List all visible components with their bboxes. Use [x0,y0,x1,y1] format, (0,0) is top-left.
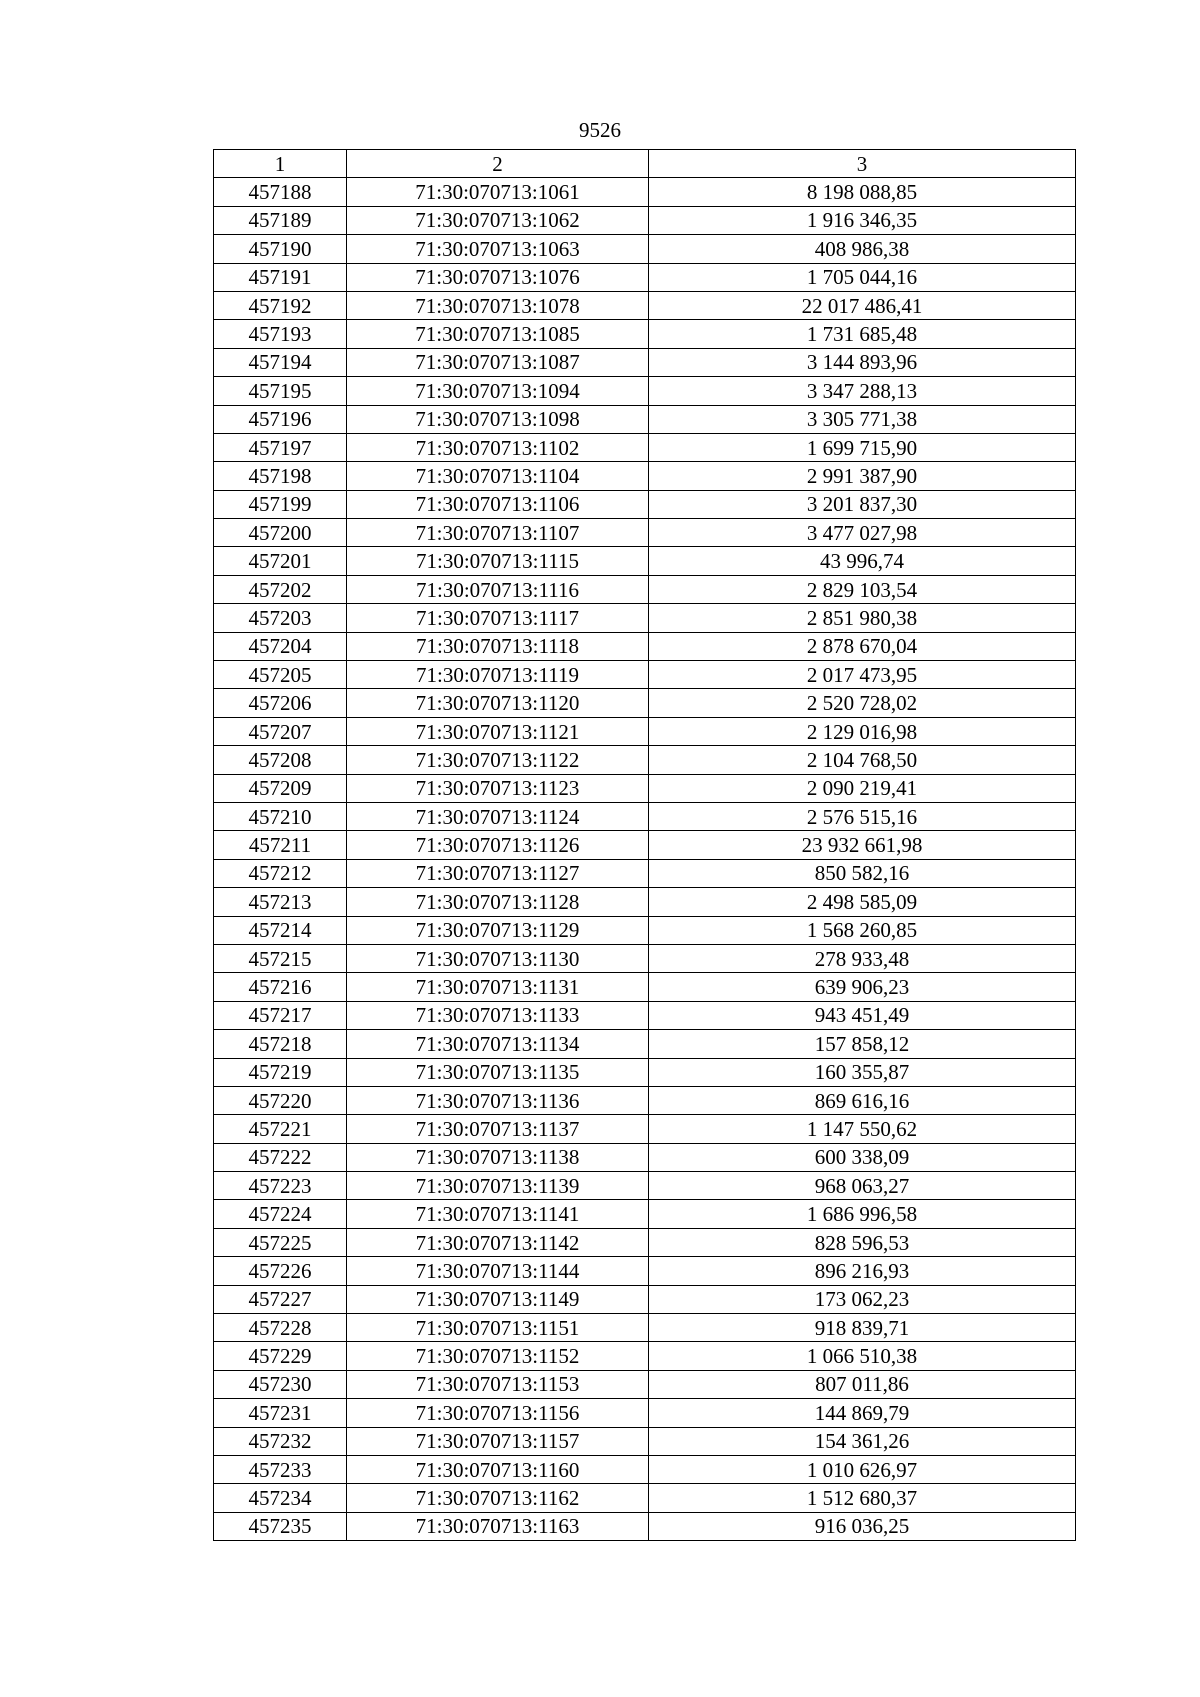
cell-cadastral-number: 71:30:070713:1116 [347,575,649,603]
cell-value: 144 869,79 [649,1399,1076,1427]
cell-cadastral-number: 71:30:070713:1129 [347,916,649,944]
table-row [214,1001,1076,1029]
cell-value: 2 829 103,54 [649,575,1076,603]
cell-value: 22 017 486,41 [649,291,1076,319]
column-header-2: 2 [347,150,649,178]
cell-cadastral-number: 71:30:070713:1135 [347,1058,649,1086]
cell-row-number: 457196 [214,405,347,433]
cell-cadastral-number: 71:30:070713:1061 [347,178,649,206]
table-row [214,632,1076,660]
cell-row-number: 457210 [214,802,347,830]
cell-cadastral-number: 71:30:070713:1137 [347,1115,649,1143]
cell-value: 3 347 288,13 [649,377,1076,405]
cell-row-number: 457204 [214,632,347,660]
table-row [214,1342,1076,1370]
table-header [214,150,1076,178]
cell-cadastral-number: 71:30:070713:1142 [347,1228,649,1256]
column-header-3: 3 [649,150,1076,178]
table-row [214,405,1076,433]
cell-value: 3 201 837,30 [649,490,1076,518]
cell-cadastral-number: 71:30:070713:1087 [347,348,649,376]
cell-row-number: 457188 [214,178,347,206]
cell-row-number: 457211 [214,831,347,859]
cell-row-number: 457220 [214,1086,347,1114]
cell-row-number: 457206 [214,689,347,717]
cell-cadastral-number: 71:30:070713:1160 [347,1455,649,1483]
table-row [214,1314,1076,1342]
cell-cadastral-number: 71:30:070713:1157 [347,1427,649,1455]
cell-value: 916 036,25 [649,1512,1076,1540]
cell-cadastral-number: 71:30:070713:1085 [347,320,649,348]
cell-value: 1 916 346,35 [649,206,1076,234]
cell-row-number: 457234 [214,1484,347,1512]
cell-cadastral-number: 71:30:070713:1162 [347,1484,649,1512]
table-row [214,462,1076,490]
cell-cadastral-number: 71:30:070713:1149 [347,1285,649,1313]
header-row [214,150,1076,178]
table-row [214,859,1076,887]
cell-value: 968 063,27 [649,1172,1076,1200]
table-row [214,1427,1076,1455]
cell-value: 2 520 728,02 [649,689,1076,717]
column-header-1: 1 [214,150,347,178]
cell-row-number: 457202 [214,575,347,603]
cell-row-number: 457228 [214,1314,347,1342]
data-table [213,149,1076,1541]
cell-row-number: 457189 [214,206,347,234]
table-body [214,178,1076,1541]
cell-cadastral-number: 71:30:070713:1134 [347,1030,649,1058]
cell-cadastral-number: 71:30:070713:1098 [347,405,649,433]
cell-row-number: 457227 [214,1285,347,1313]
cell-value: 8 198 088,85 [649,178,1076,206]
table-row [214,1030,1076,1058]
cell-cadastral-number: 71:30:070713:1119 [347,661,649,689]
table-row [214,916,1076,944]
table-row [214,1086,1076,1114]
cell-row-number: 457225 [214,1228,347,1256]
cell-row-number: 457230 [214,1370,347,1398]
cell-row-number: 457213 [214,888,347,916]
table-row [214,320,1076,348]
cell-value: 2 104 768,50 [649,746,1076,774]
cell-value: 2 017 473,95 [649,661,1076,689]
cell-row-number: 457200 [214,519,347,547]
cell-value: 160 355,87 [649,1058,1076,1086]
table-row [214,1143,1076,1171]
cell-cadastral-number: 71:30:070713:1094 [347,377,649,405]
table-row [214,575,1076,603]
cell-cadastral-number: 71:30:070713:1104 [347,462,649,490]
cell-value: 1 010 626,97 [649,1455,1076,1483]
cell-row-number: 457218 [214,1030,347,1058]
cell-value: 943 451,49 [649,1001,1076,1029]
cell-row-number: 457197 [214,433,347,461]
cell-row-number: 457232 [214,1427,347,1455]
cell-cadastral-number: 71:30:070713:1124 [347,802,649,830]
cell-row-number: 457223 [214,1172,347,1200]
cell-value: 173 062,23 [649,1285,1076,1313]
cell-value: 869 616,16 [649,1086,1076,1114]
table-row [214,604,1076,632]
table-row [214,1484,1076,1512]
table-row [214,1370,1076,1398]
cell-value: 600 338,09 [649,1143,1076,1171]
table-row [214,717,1076,745]
cell-value: 850 582,16 [649,859,1076,887]
cell-cadastral-number: 71:30:070713:1117 [347,604,649,632]
cell-row-number: 457229 [214,1342,347,1370]
cell-cadastral-number: 71:30:070713:1138 [347,1143,649,1171]
cell-row-number: 457199 [214,490,347,518]
cell-cadastral-number: 71:30:070713:1120 [347,689,649,717]
cell-value: 807 011,86 [649,1370,1076,1398]
cell-value: 1 147 550,62 [649,1115,1076,1143]
cell-cadastral-number: 71:30:070713:1121 [347,717,649,745]
cell-row-number: 457233 [214,1455,347,1483]
cell-cadastral-number: 71:30:070713:1062 [347,206,649,234]
cell-value: 828 596,53 [649,1228,1076,1256]
cell-cadastral-number: 71:30:070713:1152 [347,1342,649,1370]
table-row [214,802,1076,830]
cell-value: 1 066 510,38 [649,1342,1076,1370]
table-row [214,973,1076,1001]
cell-cadastral-number: 71:30:070713:1163 [347,1512,649,1540]
cell-value: 1 568 260,85 [649,916,1076,944]
table-row [214,433,1076,461]
cell-row-number: 457205 [214,661,347,689]
table-row [214,519,1076,547]
cell-row-number: 457209 [214,774,347,802]
cell-value: 3 477 027,98 [649,519,1076,547]
table-row [214,1455,1076,1483]
cell-value: 408 986,38 [649,235,1076,263]
cell-value: 918 839,71 [649,1314,1076,1342]
cell-row-number: 457231 [214,1399,347,1427]
cell-row-number: 457207 [214,717,347,745]
cell-value: 157 858,12 [649,1030,1076,1058]
cell-value: 1 686 996,58 [649,1200,1076,1228]
cell-cadastral-number: 71:30:070713:1078 [347,291,649,319]
cell-row-number: 457193 [214,320,347,348]
cell-row-number: 457191 [214,263,347,291]
table-row [214,661,1076,689]
cell-cadastral-number: 71:30:070713:1144 [347,1257,649,1285]
cell-cadastral-number: 71:30:070713:1130 [347,944,649,972]
cell-value: 1 699 715,90 [649,433,1076,461]
cell-value: 23 932 661,98 [649,831,1076,859]
table-row [214,831,1076,859]
cell-cadastral-number: 71:30:070713:1123 [347,774,649,802]
table-row [214,1200,1076,1228]
table-row [214,263,1076,291]
table-row [214,235,1076,263]
cell-row-number: 457217 [214,1001,347,1029]
cell-row-number: 457214 [214,916,347,944]
cell-row-number: 457215 [214,944,347,972]
cell-cadastral-number: 71:30:070713:1118 [347,632,649,660]
cell-cadastral-number: 71:30:070713:1131 [347,973,649,1001]
cell-row-number: 457203 [214,604,347,632]
cell-row-number: 457216 [214,973,347,1001]
cell-value: 2 878 670,04 [649,632,1076,660]
cell-value: 3 305 771,38 [649,405,1076,433]
table-row [214,178,1076,206]
cell-row-number: 457212 [214,859,347,887]
cell-row-number: 457190 [214,235,347,263]
cell-value: 896 216,93 [649,1257,1076,1285]
table-row [214,206,1076,234]
cell-row-number: 457194 [214,348,347,376]
cell-cadastral-number: 71:30:070713:1128 [347,888,649,916]
cell-value: 2 991 387,90 [649,462,1076,490]
cell-value: 2 090 219,41 [649,774,1076,802]
cell-value: 43 996,74 [649,547,1076,575]
table-row [214,746,1076,774]
cell-cadastral-number: 71:30:070713:1136 [347,1086,649,1114]
table-row [214,377,1076,405]
cell-cadastral-number: 71:30:070713:1076 [347,263,649,291]
table-row [214,291,1076,319]
table-row [214,888,1076,916]
cell-cadastral-number: 71:30:070713:1063 [347,235,649,263]
cell-cadastral-number: 71:30:070713:1139 [347,1172,649,1200]
table-row [214,1115,1076,1143]
cell-value: 2 129 016,98 [649,717,1076,745]
table-row [214,348,1076,376]
table-row [214,1257,1076,1285]
table-row [214,1058,1076,1086]
table-row [214,1228,1076,1256]
table-row [214,490,1076,518]
cell-value: 2 851 980,38 [649,604,1076,632]
cell-cadastral-number: 71:30:070713:1141 [347,1200,649,1228]
cell-row-number: 457235 [214,1512,347,1540]
cell-cadastral-number: 71:30:070713:1156 [347,1399,649,1427]
cell-value: 639 906,23 [649,973,1076,1001]
cell-value: 3 144 893,96 [649,348,1076,376]
table-row [214,1399,1076,1427]
cell-cadastral-number: 71:30:070713:1151 [347,1314,649,1342]
table-row [214,547,1076,575]
cell-cadastral-number: 71:30:070713:1133 [347,1001,649,1029]
cell-row-number: 457201 [214,547,347,575]
cell-cadastral-number: 71:30:070713:1102 [347,433,649,461]
cell-value: 2 576 515,16 [649,802,1076,830]
cell-row-number: 457226 [214,1257,347,1285]
page-number: 9526 [579,118,621,142]
cell-cadastral-number: 71:30:070713:1127 [347,859,649,887]
cell-row-number: 457192 [214,291,347,319]
cell-cadastral-number: 71:30:070713:1107 [347,519,649,547]
table-row [214,1512,1076,1540]
cell-cadastral-number: 71:30:070713:1106 [347,490,649,518]
table-row [214,944,1076,972]
cell-cadastral-number: 71:30:070713:1126 [347,831,649,859]
cell-cadastral-number: 71:30:070713:1115 [347,547,649,575]
cell-value: 1 512 680,37 [649,1484,1076,1512]
cell-value: 1 705 044,16 [649,263,1076,291]
cell-value: 2 498 585,09 [649,888,1076,916]
cell-row-number: 457198 [214,462,347,490]
cell-value: 1 731 685,48 [649,320,1076,348]
cell-row-number: 457221 [214,1115,347,1143]
cell-row-number: 457195 [214,377,347,405]
cell-cadastral-number: 71:30:070713:1122 [347,746,649,774]
table-row [214,689,1076,717]
cell-row-number: 457222 [214,1143,347,1171]
table-row [214,1172,1076,1200]
cell-row-number: 457224 [214,1200,347,1228]
cell-row-number: 457219 [214,1058,347,1086]
table-row [214,1285,1076,1313]
table-row [214,774,1076,802]
cell-row-number: 457208 [214,746,347,774]
cell-value: 278 933,48 [649,944,1076,972]
cell-cadastral-number: 71:30:070713:1153 [347,1370,649,1398]
cell-value: 154 361,26 [649,1427,1076,1455]
